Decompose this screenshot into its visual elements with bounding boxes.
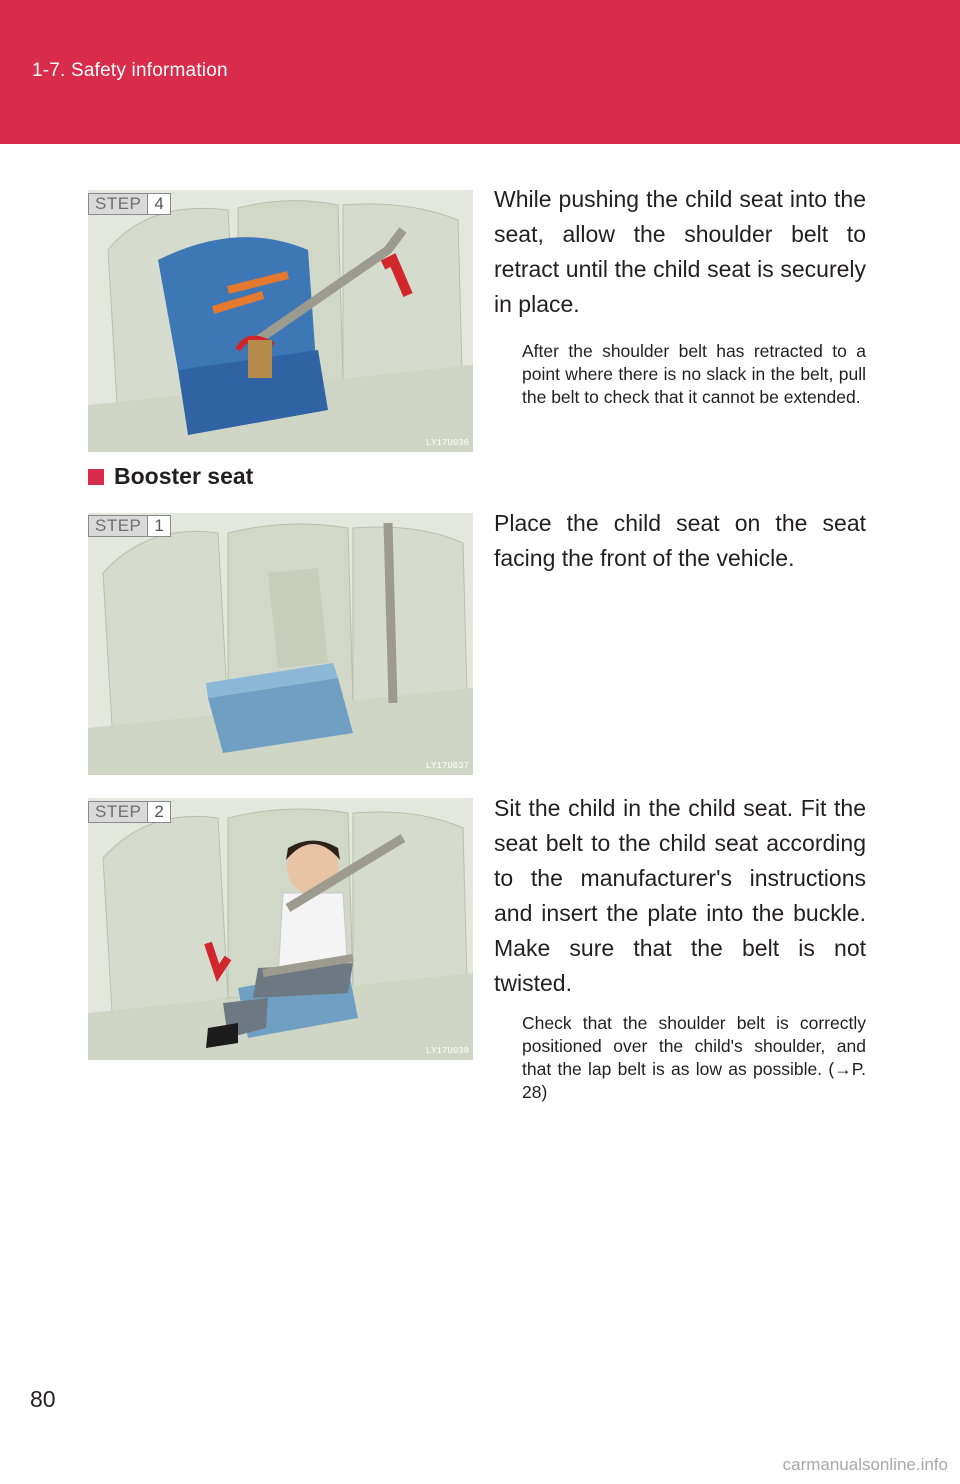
step-badge: [88, 515, 171, 537]
booster-step1-instruction: Place the child seat on the seat facing the front of the vehicle.: [494, 510, 866, 571]
figure-code: LY17U037: [425, 761, 469, 771]
booster-step2-instruction: Sit the child in the child seat. Fit the seat belt to the child seat according to the manufacturer's instructions and insert the plate into the buckle. Make sure that the belt is not twisted.: [494, 795, 866, 996]
booster-heading-text: Booster seat: [114, 463, 254, 489]
step4-instruction: While pushing the child seat into the seat, allow the shoulder belt to retract until the child seat is securely in place.: [494, 186, 866, 317]
figure-code: LY17U036: [425, 438, 469, 448]
step-label: STEP: [88, 193, 147, 215]
step-number: 4: [147, 193, 170, 215]
booster-seat-illustration: [88, 513, 473, 775]
step4-note: After the shoulder belt has retracted to a point where there is no slack in the belt, pull the belt to check that it cannot be extended.: [522, 341, 866, 407]
step-badge: [88, 193, 171, 215]
red-square-icon: [88, 469, 104, 485]
page-number: 80: [30, 1386, 56, 1412]
watermark: carmanualsonline.info: [782, 1455, 948, 1474]
step-badge: [88, 801, 171, 823]
step-label: STEP: [88, 801, 147, 823]
step-number: 2: [147, 801, 170, 823]
booster-step2-note: Check that the shoulder belt is correctly positioned over the child's shoulder, and that the lap belt is as low as possible. (→P. 28): [522, 1013, 866, 1102]
child-in-booster-illustration: [88, 798, 473, 1060]
step-number: 1: [147, 515, 170, 537]
section-title: 1-7. Safety information: [32, 60, 228, 81]
booster-seat-heading: [88, 463, 253, 490]
figure-code: LY17U038: [425, 1046, 469, 1056]
step-label: STEP: [88, 515, 147, 537]
header-bar: [0, 0, 960, 144]
child-seat-illustration: [88, 190, 473, 452]
